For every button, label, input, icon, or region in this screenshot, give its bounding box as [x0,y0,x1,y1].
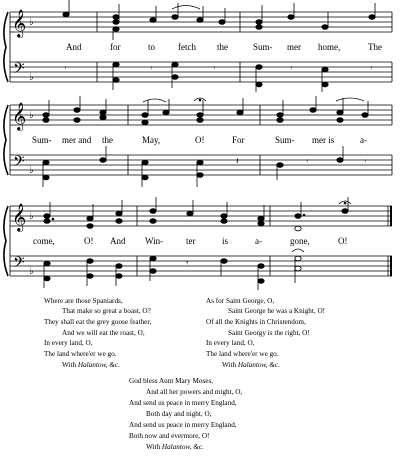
lyric-syllable: And [66,42,82,52]
lyric-syllable: Sum- [275,135,295,145]
svg-text:𝄾: 𝄾 [213,64,216,74]
lyric-syllable: fetch [178,42,196,52]
svg-text:𝄾: 𝄾 [370,64,373,74]
verse-line: And send us peace in merry England, [129,399,237,407]
lyric-syllable: for [110,42,121,52]
lyric-syllable: ter [186,236,196,246]
verse-line: Both now and evermore, O! [129,432,210,440]
lyric-syllable: home, [318,42,341,52]
treble-clef-icon: 𝄞 [12,102,27,130]
lyric-syllable: O! [338,236,348,246]
lyric-syllable: O! [195,135,205,145]
lyric-syllable: The [368,42,382,52]
chorus-ref: Halantow, &c. [237,361,280,369]
lyric-syllable: the [102,135,113,145]
lyric-syllable: a- [360,135,367,145]
lyric-syllable: Sum- [253,42,273,52]
verse-line [222,361,280,370]
treble-clef-icon: 𝄞 [12,9,27,37]
key-flat-bass-1: ♭ [29,72,34,83]
chorus-ref: Halantow, &c. [77,361,120,369]
verse-line: Saint Georgy is the right, O! [228,329,310,337]
lyric-syllable: the [217,42,228,52]
treble-clef-icon: 𝄞 [12,203,27,231]
lyric-syllable: mer is [312,135,335,145]
lyric-syllable: May, [142,135,161,145]
lyric-syllable: a- [255,236,262,246]
svg-text:𝄾: 𝄾 [64,64,67,74]
lyric-syllable: Sum- [32,135,52,145]
verse-line: In every land, O, [44,339,93,347]
verse-line: In every land, O, [206,339,255,347]
lyric-syllable: is [222,236,229,246]
chorus-ref: Halantow, &c. [161,443,204,451]
key-flat-treble-1: ♭ [29,17,34,28]
verse-line: And send us peace in merry England, [129,421,237,429]
lyric-syllable: to [148,42,156,52]
verse-line: Saint George he was a Knight, O! [228,307,326,315]
verse-with: With [146,443,161,451]
verse-line: God bless Aunt Mary Moses, [129,377,214,385]
lyric-syllable: O! [84,236,94,246]
svg-text:𝄾: 𝄾 [306,157,309,167]
verse-line: The land where'er we go. [44,350,117,358]
verse-with: With [222,361,237,369]
verse-line: And we will eat the roast, O, [62,329,145,337]
verse-line: Where are those Spaniards, [44,297,123,305]
svg-text:𝄾: 𝄾 [150,64,153,74]
svg-text:𝄾: 𝄾 [186,259,189,269]
lyric-syllable: Win- [145,236,164,246]
lyric-syllable: And [110,236,126,246]
verse-line: As for Saint George, O, [206,297,275,305]
key-flat-bass-3: ♭ [29,266,34,277]
bass-clef-icon: 𝄢 [13,254,25,275]
verse-line: Both day and night, O, [146,410,212,418]
lyric-syllable: gone, [290,236,310,246]
lyric-syllable: For [232,135,245,145]
verse-line [146,443,204,452]
lyric-syllable: mer [287,42,301,52]
lyric-syllable: come, [33,236,55,246]
svg-text:𝄽: 𝄽 [236,157,239,167]
lyric-syllable: mer and [62,135,92,145]
verse-with: With [62,361,77,369]
verse-line: They shall eat the grey goose feather, [44,318,152,326]
key-flat-bass-2: ♭ [29,165,34,176]
svg-text:𝄾: 𝄾 [364,157,367,167]
key-flat-treble-3: ♭ [29,211,34,222]
key-flat-treble-2: ♭ [29,110,34,121]
verse-line: The land where'er we go. [206,350,279,358]
verse-line [62,361,120,370]
verse-line: That make so great a boast, O? [62,307,151,315]
svg-text:𝄾: 𝄾 [290,64,293,74]
bass-clef-icon: 𝄢 [13,60,25,81]
verse-line: Of all the Knights in Christendom, [206,318,306,326]
verse-line: And all her powers and might, O, [146,388,243,396]
bass-clef-icon: 𝄢 [13,153,25,174]
